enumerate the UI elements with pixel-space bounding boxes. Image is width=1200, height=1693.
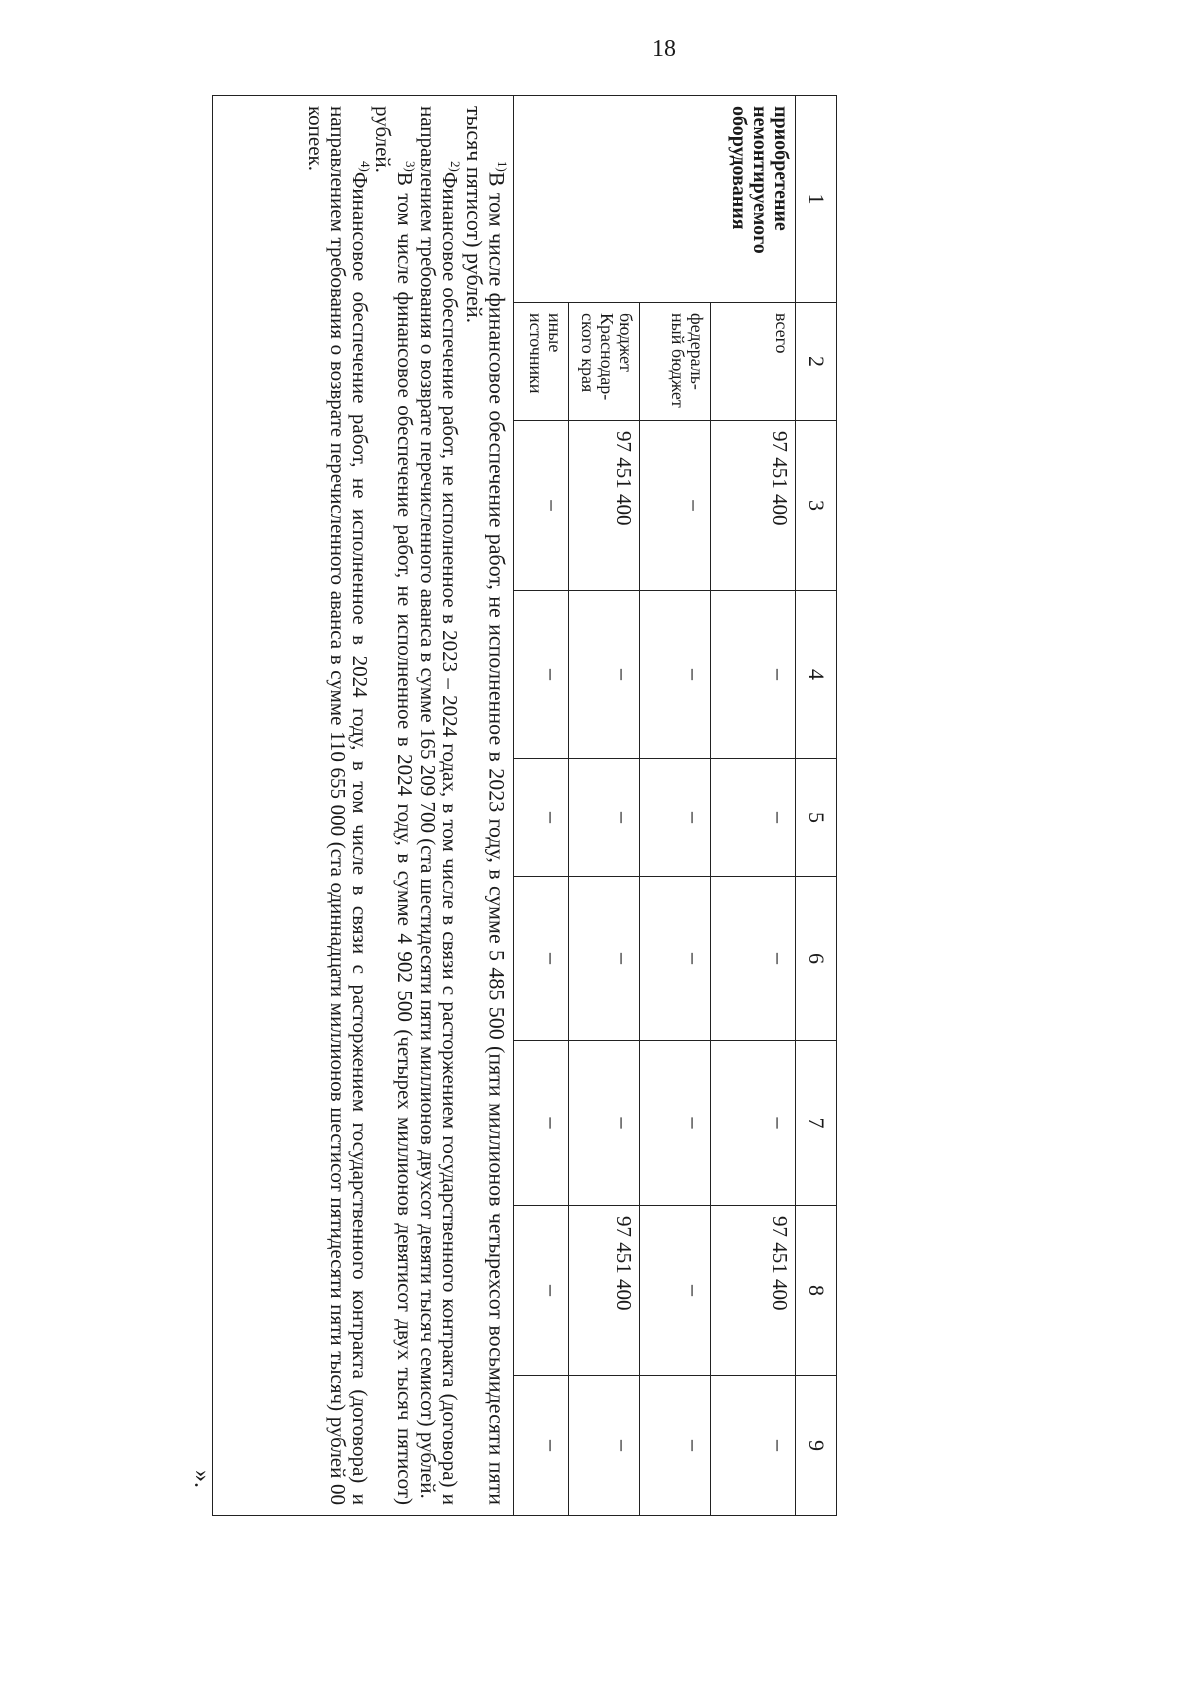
footnote <box>372 106 417 1505</box>
rotated-content <box>167 95 837 1515</box>
header-cell: 6 <box>796 877 837 1041</box>
value-cell: – <box>711 759 796 877</box>
value-cell: – <box>514 421 569 591</box>
source-label: всего <box>711 303 796 421</box>
footnote-text: Финансовое обеспечение работ, не исполненное в 2023 – 2024 годах, в том числе в связи с расторжением государственного контракта (договора) и направлением требования о возврате перечисленного аванса в сумме 165 209 700 (ста шестидесяти пяти миллионов двухсот девяти тысяч семисот) рублей. <box>416 106 463 1505</box>
value-cell: – <box>569 1041 640 1206</box>
table-row <box>640 96 711 1516</box>
value-cell: – <box>569 759 640 877</box>
footnotes-row <box>213 96 514 1516</box>
value-cell: – <box>514 759 569 877</box>
item-title: приобретение немонтируемого оборудования <box>514 96 796 303</box>
value-cell: – <box>569 591 640 759</box>
value-cell: – <box>640 591 711 759</box>
table-row <box>514 96 569 1516</box>
value-cell: – <box>640 1041 711 1206</box>
value-cell: – <box>569 1376 640 1516</box>
footnote-mark: 3) <box>403 161 419 172</box>
source-label: бюджет Краснодар-ского края <box>569 303 640 421</box>
value-cell: – <box>711 1376 796 1516</box>
header-cell: 7 <box>796 1041 837 1206</box>
value-cell: – <box>514 1376 569 1516</box>
value-cell: – <box>640 1206 711 1376</box>
footnote-text: В том числе финансовое обеспечение работ, не исполненное в 2024 году, в сумме 4 902 500 (четырех миллионов девятисот двух тысяч пятисот) рублей. <box>371 106 418 1505</box>
header-cell: 8 <box>796 1206 837 1376</box>
page-number: 18 <box>652 36 676 62</box>
value-cell: – <box>640 1376 711 1516</box>
value-cell: – <box>640 421 711 591</box>
header-cell: 5 <box>796 759 837 877</box>
header-cell: 1 <box>796 96 837 303</box>
source-label: иные источники <box>514 303 569 421</box>
footnote <box>305 106 372 1505</box>
table-row <box>711 96 796 1516</box>
value-cell: – <box>640 759 711 877</box>
value-cell: 97 451 400 <box>569 421 640 591</box>
footnote-text: В том числе финансовое обеспечение работ, не исполненное в 2023 году, в сумме 5 485 500 (пяти миллионов четырехсот восьмидесяти пяти тысяч пятисот) рублей. <box>461 106 510 1505</box>
value-cell: 97 451 400 <box>711 421 796 591</box>
footnote-mark: 4) <box>358 161 374 172</box>
landscape-table-area <box>167 95 837 1515</box>
value-cell: – <box>640 877 711 1041</box>
value-cell: – <box>514 591 569 759</box>
header-cell: 4 <box>796 591 837 759</box>
value-cell: 97 451 400 <box>569 1206 640 1376</box>
table-header-row <box>796 96 837 1516</box>
value-cell: – <box>711 877 796 1041</box>
source-label: федераль-ный бюджет <box>640 303 711 421</box>
footnote-mark: 2) <box>448 161 464 172</box>
footnote-mark: 1) <box>495 161 510 172</box>
funding-table <box>212 95 837 1516</box>
table-row <box>569 96 640 1516</box>
header-cell: 3 <box>796 421 837 591</box>
footnotes-cell <box>213 96 514 1516</box>
value-cell: – <box>711 591 796 759</box>
footnote-text: Финансовое обеспечение работ, не исполненное в 2024 году, в том числе в связи с расторжением государственного контракта (договора) и направлением требования о возврате перечисленного аванса в сумме 110 655 000 (ста одиннадцати миллионов шестисот пятидесяти пяти тысяч) рублей 00 копеек. <box>304 106 373 1505</box>
header-cell: 9 <box>796 1376 837 1516</box>
value-cell: – <box>514 1041 569 1206</box>
header-cell: 2 <box>796 303 837 421</box>
footnote <box>417 106 462 1505</box>
closing-quote-mark: ». <box>189 1470 215 1488</box>
footnote <box>462 106 509 1505</box>
value-cell: – <box>569 877 640 1041</box>
value-cell: – <box>711 1041 796 1206</box>
value-cell: – <box>514 1206 569 1376</box>
value-cell: 97 451 400 <box>711 1206 796 1376</box>
value-cell: – <box>514 877 569 1041</box>
